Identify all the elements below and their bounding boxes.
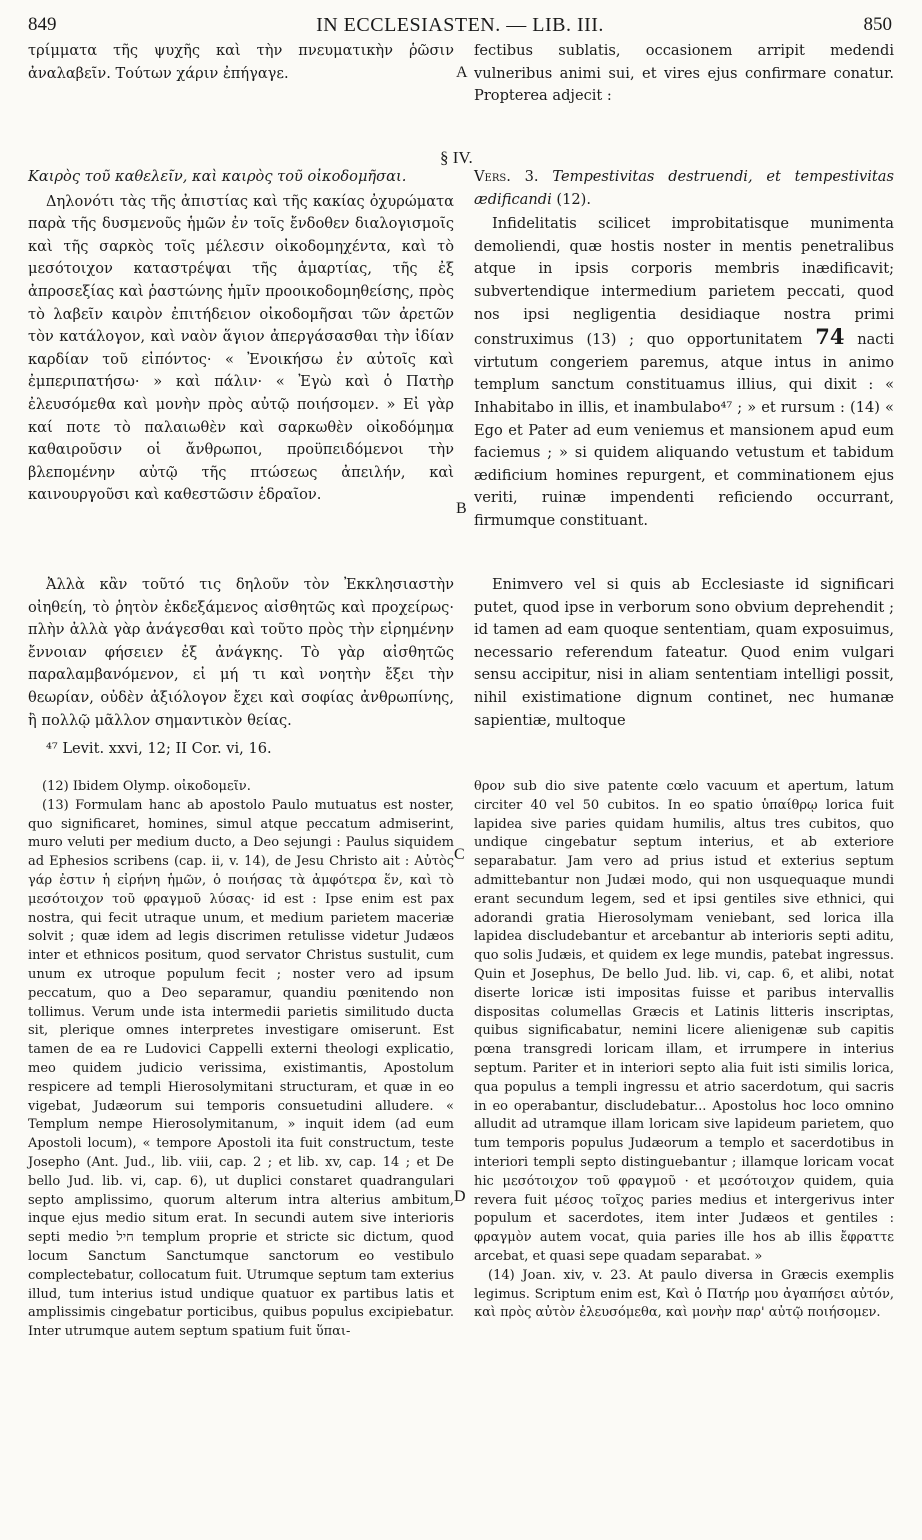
scripture-reference: ⁴⁷ Levit. xxvi, 12; II Cor. vi, 16.: [46, 740, 272, 758]
greek-paragraph-1: Δηλονότι τὰς τῆς ἀπιστίας καὶ τῆς κακίας ὀχυρώματα παρὰ τῆς δυσμενοῦς ἡμῶν ἐν τοῖς ἔνδοθεν διαλογισμοῖς καὶ τῆς σαρκὸς τοῖς μέλεσιν οἰκοδομηχέντα, καὶ τὸ μεσότοιχον καταστρέψαι τῆς ἁμαρτίας, τῆς ἐξ ἀπροσεξίας καὶ ῥαστώνης ἡμῖν προοικοδομηθείσης, πρὸς τὸ λαβεῖν καιρὸν ἐπιτήδειον οἰκοδομῆσαι τῶν ἀρετῶν τὸν κατάλογον, καὶ ναὸν ἅγιον ἀπεργάσασθαι τὴν ἰδίαν καρδίαν τοῦ εἰπόντος· « Ἐνοικήσω ἐν αὐτοῖς καὶ ἐμπεριπατήσω· » καὶ πάλιν· « Ἐγὼ καὶ ὁ Πατὴρ ἐλευσόμεθα καὶ μονὴν πρὸς αὐτῷ ποιήσομεν. » Εἰ γὰρ καί ποτε τὸ παλαιωθὲν καὶ σαρκωθὲν οἰκοδόμημα καθαιροῦσιν οἱ ἄνθρωποι, προϋπειδόμενοι τὴν βλεπομένην αὐτῷ τῆς πτώσεως ἀπειλήν, καὶ καινουργοῦσι καὶ καθεστῶσιν ἑδραῖον.: [28, 192, 454, 504]
running-header: [28, 12, 892, 38]
footnotes-left: [28, 778, 454, 1342]
latin-intro: fectibus sublatis, occasionem arripit medendi vulneribus animi sui, et vires ejus confirmare conatur. Propterea adjecit :: [474, 42, 894, 105]
verse-note-ref: (12).: [556, 190, 591, 208]
greek-text-body: [28, 166, 454, 507]
greek-intro: τρίμματα τῆς ψυχῆς καὶ τὴν πνευματικὴν ῥῶσιν ἀναλαβεῖν. Τούτων χάριν ἐπήγαγε.: [28, 42, 454, 82]
margin-letter-b: B: [456, 500, 467, 517]
margin-letter-c: C: [454, 846, 465, 863]
verse-heading: [474, 166, 894, 211]
margin-letter-a: A: [456, 64, 468, 81]
column-number: 74: [815, 324, 845, 350]
footnotes-right: [474, 778, 894, 1323]
greek-lemma: Καιρὸς τοῦ καθελεῖν, καὶ καιρὸς τοῦ οἰκοδομῆσαι.: [28, 168, 407, 185]
latin-paragraph-1: [474, 213, 894, 532]
verse-label: Vers. 3.: [474, 168, 539, 185]
latin-text-body: [474, 166, 894, 533]
footnote-13: (13) Formulam hanc ab apostolo Paulo mutuatus est noster, quo significaret, homines, simul atque peccatum admiserint, muro veluti per medium ducto, a Deo sejungi : Paulus siquidem ad Ephesios scribens (cap. ii, v. 14), de Jesu Christo ait : Αὐτὸς γάρ ἐστιν ἡ εἰρήνη ἡμῶν, ὁ ποιήσας τὰ ἀμφότερα ἕν, καὶ τὸ μεσότοιχον τοῦ φραγμοῦ λύσας· id est : Ipse enim est pax nostra, qui fecit utraque unum, et medium parietem maceriæ solvit ; quæ idem ad legis discrimen retulisse videtur Judæos inter et ethnicos positum, quod servator Christus sustulit, cum unum ex utroque populum fecit ; noster vero ad ipsum peccatum, quo a Deo separamur, quandiu pœnitendo non tollimus. Verum unde ista intermedii parietis similitudo ducta sit, plerique omnes interpretes investigare omiserunt. Est tamen de ea re Ludovici Cappelli externi theologi explicatio, meo quidem judicio verissima, existimantis, Apostolum respicere ad templi Hierosolymitani structuram, et quæ in eo vigebat, Judæorum sui temporis consuetudini alludere. « Templum nempe Hierosolymitanum, » inquit idem (ad eum Apostoli locum), « tempore Apostoli ita fuit constructum, teste Josepho (Ant. Jud., lib. viii, cap. 2 ; et lib. xv, cap. 14 ; et De bello Jud. lib. vi, cap. 6), ut duplici constaret quadrangulari septo amplissimo, quorum alterum intra alterius ambitum, inque ejus medio situm erat. In secundi autem sive interioris septi medio חיל templum proprie et stricte sic dictum, quod locum Sanctum Sanctumque sanctorum eo vestibulo complectebatur, collocatum fuit. Utrumque septum tam exterius illud, tum interius istud undique quatuor ex partibus latis et amplissimis cingebatur porticibus, quibus populus excipiebatur. Inter utrumque autem septum spatium fuit ὕπαι-: [28, 797, 454, 1340]
latin-text-column: [474, 40, 894, 108]
margin-letter-d: D: [454, 1188, 466, 1205]
footnote-13-continued: θρον sub dio sive patente cœlo vacuum et apertum, latum circiter 40 vel 50 cubitos. In eo spatio ὑπαίθρῳ lorica fuit lapidea sive paries quidam humilis, altus tres cubitos, quo undique cingebatur septum interius, et ab exteriore separabatur. Jam vero ad prius istud et exterius septum admittebantur non Judæi modo, qui non usquequaque mundi erant secundum legem, sed et ipsi gentiles sive ethnici, qui adorandi gratia Hierosolymam veniebant, sed lorica illa lapidea discludebantur et arcebantur ab interioris septi aditu, quo solis Judæis, et quidem ex lege mundis, patebat ingressus. Quin et Josephus, De bello Jud. lib. vi, cap. 6, et alibi, notat diserte loricæ isti impositas fuisse et paribus intervallis dispositas columellas Græcis et Latinis litteris inscriptas, quibus significabatur, nemini licere alienigenæ sub capitis pœna transgredi loricam illam, et irrumpere in interius septum. Pariter et in interiori septo alia fuit isti similis lorica, qua populus a templi ingressu et atrio sacerdotum, qui sacris in eo operabantur, discludebatur... Apostolus hoc loco omnino alludit ad utramque illam loricam sive lapideum parietem, quo tum temporis populus Judæorum a templo et sacerdotibus in interiori templi septo distinguebantur ; illamque loricam vocat hic μεσότοιχον τοῦ φραγμοῦ · et μεσότοιχον quidem, quia revera fuit μέσος τοῖχος paries medius et intergerivus inter populum et sacerdotes, item inter Judæos et gentiles : φραγμὸν autem vocat, quia paries ille hos ab illis ἔφραττε arcebat, et quasi sepe quadam separabat. »: [474, 779, 894, 1264]
section-mark: § IV.: [440, 148, 473, 167]
greek-text-column: [28, 40, 454, 85]
page-number-right: 850: [863, 14, 892, 35]
latin-paragraph-1-part-a: Infidelitatis scilicet improbitatisque munimenta demoliendi, quæ hostis noster in mentis penetralibus atque in ipsis corporis membris inædificavit; subvertendique intermedium parietem peccati, quod nos ipsi negligentia desidiaque nostra primi construximus (13) ; quo opportunitatem: [474, 215, 894, 349]
running-title: IN ECCLESIASTEN. — LIB. III.: [316, 13, 604, 36]
footnote-14: (14) Joan. xiv, v. 23. At paulo diversa in Græcis exemplis legimus. Scriptum enim est, Καὶ ὁ Πατήρ μου ἀγαπήσει αὐτόν, καὶ πρὸς αὐτὸν ἐλευσόμεθα, καὶ μονὴν παρ' αὐτῷ ποιήσομεν.: [474, 1267, 894, 1321]
greek-paragraph-2: Ἀλλὰ κἂν τοῦτό τις δηλοῦν τὸν Ἐκκλησιαστὴν οἰηθείη, τὸ ῥητὸν ἐκδεξάμενος αἰσθητῶς καὶ προχείρως· πλὴν ἀλλὰ γὰρ ἀνάγεσθαι καὶ τοῦτο πρὸς τὴν εἰρημένην ἔννοιαν φήσειεν ἐξ ἀνάγκης. Τὸ γὰρ αἰσθητῶς παραλαμβανόμενον, εἰ μή τι καὶ νοητὴν ἔξει τὴν θεωρίαν, οὐδὲν ἀξιόλογον ἔχει καὶ σοφίας ἀνθρωπίνης, ἢ πολλῷ μᾶλλον σημαντικὸν θείας.: [28, 576, 454, 729]
greek-text-body-2: [28, 574, 454, 761]
page-number-left: 849: [28, 14, 57, 35]
verse-text: Tempestivitas destruendi, et tempestivitas ædificandi: [474, 168, 894, 208]
latin-paragraph-2: Enimvero vel si quis ab Ecclesiaste id significari putet, quod ipse in verborum sono obvium deprehendit ; id tamen ad eam quoque sententiam, quam exposuimus, necessario referendum fateatur. Quod enim vulgari sensu accipitur, nisi in aliam sententiam intelligi possit, nihil existimatione dignum continet, nec humanæ sapientiæ, multoque: [474, 576, 894, 729]
latin-text-body-2: [474, 574, 894, 732]
latin-paragraph-1-part-b: nacti virtutum congeriem paremus, atque intus in animo templum sanctum constituamus illius, qui dixit : « Inhabitabo in illis, et inambulabo⁴⁷ ; » et rursum : (14) « Ego et Pater ad eum veniemus et mansionem apud eum faciemus ; » si quidem aliquando vetustum et tabidum ædificium homines repurgent, et comminationem ejus veriti, ruinæ impendenti reficiendo occurrant, firmumque constituant.: [474, 331, 895, 529]
footnote-12: (12) Ibidem Olymp. οἰκοδομεῖν.: [42, 779, 251, 794]
